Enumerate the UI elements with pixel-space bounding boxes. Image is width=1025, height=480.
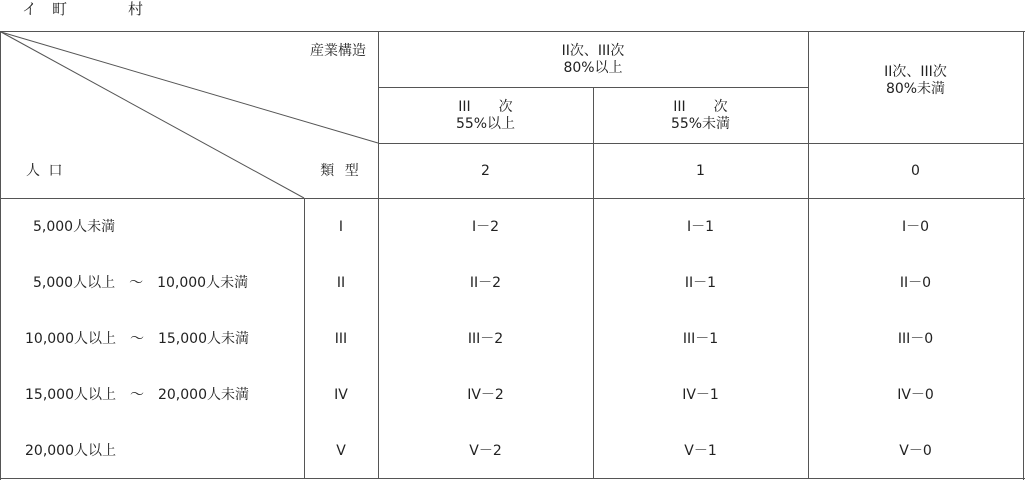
class-cell-1: II－1: [684, 274, 717, 291]
header-group-80-below-line1: II次、III次: [884, 64, 947, 80]
header-tertiary-55-below: [593, 88, 808, 143]
header-tertiary-55-above-line1: III 次: [458, 98, 513, 115]
class-cell-1: I－1: [686, 218, 715, 235]
heading-part-2: 町: [52, 0, 68, 18]
class-cell-2: I－2: [471, 218, 500, 235]
population-range: 5,000人未満: [33, 218, 116, 235]
population-range: 20,000人以上: [25, 442, 116, 459]
code-cell-0: 0: [911, 162, 920, 179]
population-range: 5,000人以上 ～ 10,000人未満: [33, 274, 249, 291]
header-group-80-below: [808, 56, 1023, 106]
type-cell: I: [338, 218, 344, 235]
class-cell-2: IV－2: [467, 386, 504, 403]
heading-part-1: イ: [22, 0, 38, 18]
header-group-80-above-line1: II次、III次: [561, 42, 625, 59]
header-tertiary-55-below-line2: 55%未満: [670, 115, 731, 132]
type-label: 類 型: [320, 162, 362, 179]
code-cell-2: 2: [481, 162, 490, 179]
class-cell-1: V－1: [684, 442, 717, 459]
heading-part-3: 村: [128, 0, 144, 18]
class-cell-0: II－0: [899, 274, 932, 291]
class-cell-0: I－0: [901, 218, 930, 235]
header-group-80-above-line2: 80%以上: [563, 59, 623, 76]
class-cell-1: III－1: [682, 330, 719, 347]
class-cell-0: IV－0: [897, 386, 934, 403]
type-cell: III: [334, 330, 348, 347]
class-cell-0: III－0: [897, 330, 934, 347]
population-label: 人 口: [26, 162, 65, 179]
type-cell: II: [336, 274, 346, 291]
class-cell-1: IV－1: [682, 386, 719, 403]
class-cell-2: V－2: [469, 442, 502, 459]
header-tertiary-55-below-line1: III 次: [673, 98, 728, 115]
class-cell-2: III－2: [467, 330, 504, 347]
header-group-80-above: [378, 32, 808, 87]
industry-structure-label: 産業構造: [310, 42, 366, 59]
class-cell-0: V－0: [899, 442, 932, 459]
population-range: 10,000人以上 ～ 15,000人未満: [25, 330, 249, 347]
code-cell-1: 1: [696, 162, 705, 179]
type-cell: IV: [334, 386, 348, 403]
type-cell: V: [336, 442, 346, 459]
header-tertiary-55-above: [378, 88, 593, 143]
header-group-80-below-line2: 80%未満: [885, 81, 946, 97]
class-cell-2: II－2: [469, 274, 502, 291]
population-range: 15,000人以上 ～ 20,000人未満: [25, 386, 249, 403]
header-tertiary-55-above-line2: 55%以上: [455, 115, 516, 132]
